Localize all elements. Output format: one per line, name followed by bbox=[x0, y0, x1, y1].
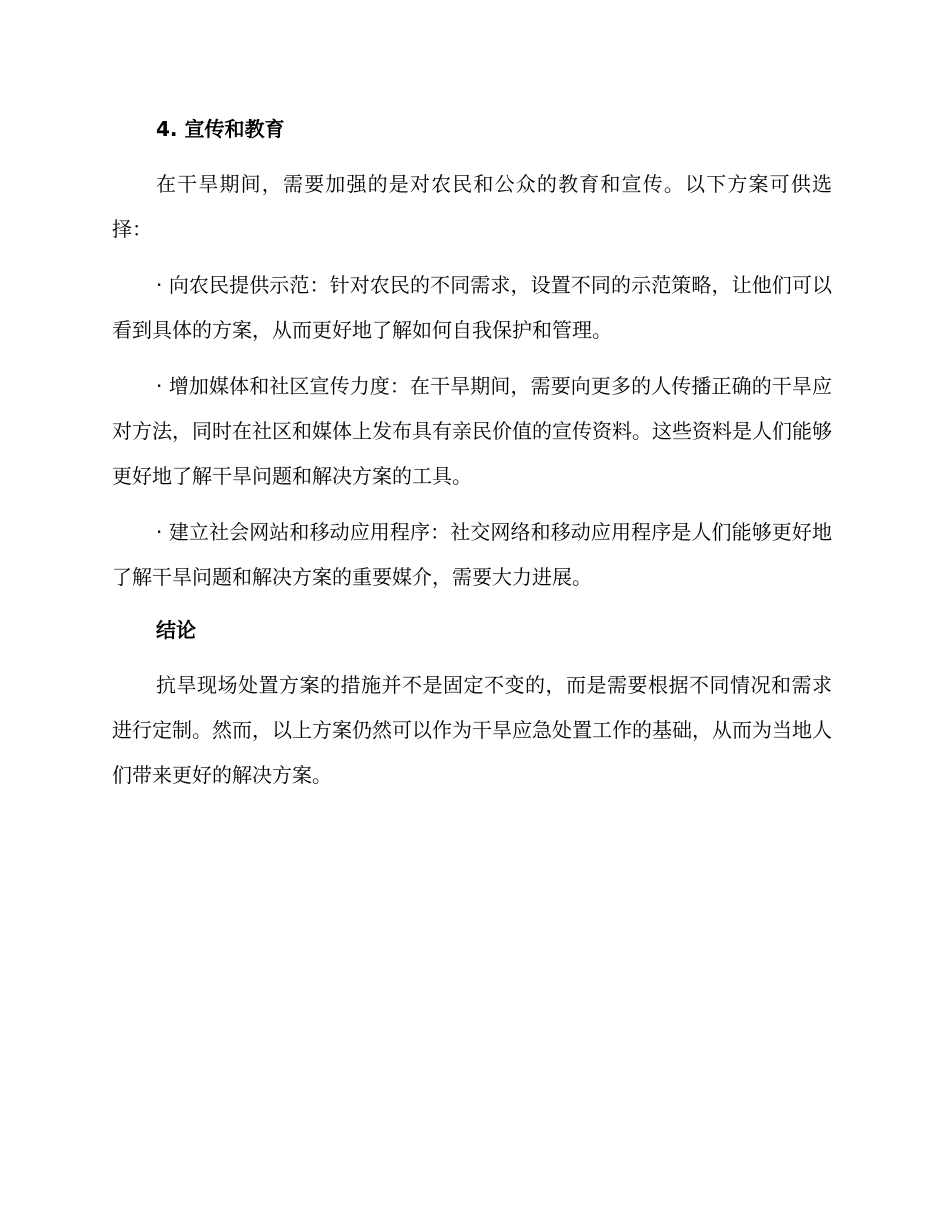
bullet-demonstration: · 向农民提供示范：针对农民的不同需求，设置不同的示范策略，让他们可以看到具体的方案，从而更好地了解如何自我保护和管理。 bbox=[112, 273, 832, 342]
bullet-websites-apps: · 建立社会网站和移动应用程序：社交网络和移动应用程序是人们能够更好地了解干旱问题和解决方案的重要媒介，需要大力进展。 bbox=[112, 520, 832, 589]
conclusion-heading: 结论 bbox=[156, 618, 196, 642]
bullet-media-community: · 增加媒体和社区宣传力度：在干旱期间，需要向更多的人传播正确的干旱应对方法，同时在社区和媒体上发布具有亲民价值的宣传资料。这些资料是人们能够更好地了解干旱问题和解决方案的工具。 bbox=[112, 374, 832, 488]
section-heading-publicity-education: 4. 宣传和教育 bbox=[156, 117, 285, 141]
section-intro-paragraph: 在干旱期间，需要加强的是对农民和公众的教育和宣传。以下方案可供选择： bbox=[112, 172, 832, 241]
document-page bbox=[112, 110, 832, 809]
conclusion-paragraph: 抗旱现场处置方案的措施并不是固定不变的，而是需要根据不同情况和需求进行定制。然而，以上方案仍然可以作为干旱应急处置工作的基础，从而为当地人们带来更好的解决方案。 bbox=[112, 673, 832, 787]
